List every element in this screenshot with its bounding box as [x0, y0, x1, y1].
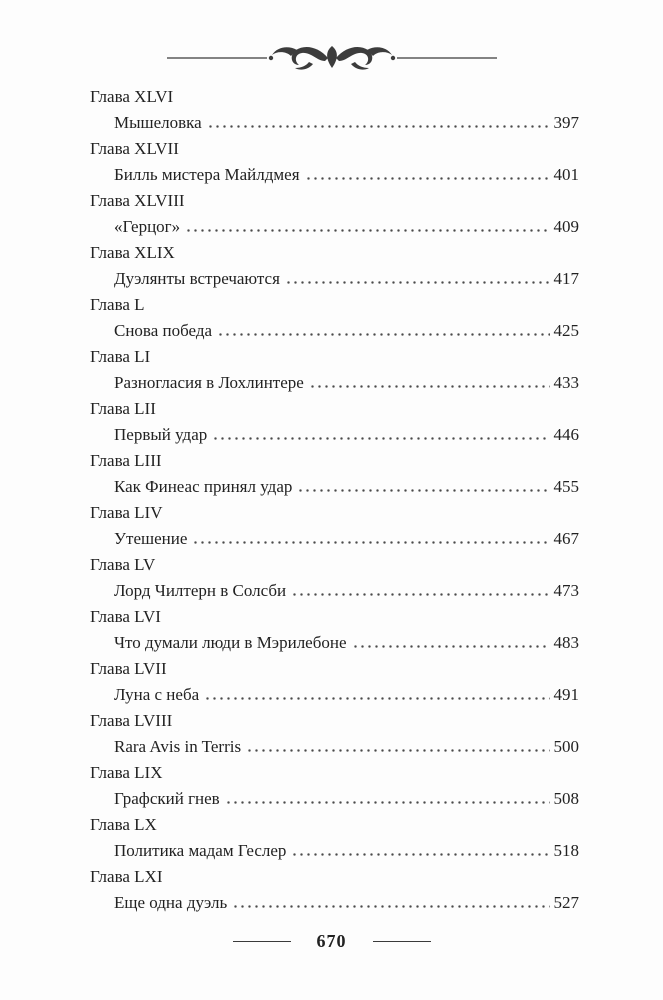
floral-flourish-icon [167, 38, 497, 78]
dot-leader [212, 437, 549, 440]
title-line [90, 318, 579, 344]
dot-leader [285, 281, 550, 284]
chapter-label: Глава XLVI [90, 87, 174, 106]
chapter-page-number: 500 [553, 737, 579, 756]
chapter-page-number: 467 [553, 529, 579, 548]
title-line [90, 370, 579, 396]
chapter-title: Мышеловка [114, 113, 202, 132]
dot-leader [192, 541, 549, 544]
header-ornament [0, 38, 663, 78]
chapter-page-number: 417 [553, 269, 579, 288]
title-line [90, 474, 579, 500]
dot-leader [217, 333, 549, 336]
chapter-label: Глава L [90, 295, 145, 314]
chapter-label: Глава LVIII [90, 711, 173, 730]
chapter-page-number: 409 [553, 217, 579, 236]
chapter-label: Глава LIX [90, 763, 163, 782]
chapter-page-number: 483 [553, 633, 579, 652]
chapter-title: «Герцог» [114, 217, 181, 236]
title-line [90, 682, 579, 708]
dot-leader [309, 385, 550, 388]
toc-entry [90, 136, 579, 188]
chapter-label: Глава LII [90, 399, 156, 418]
chapter-page-number: 446 [553, 425, 579, 444]
dot-leader [185, 229, 549, 232]
chapter-title: Луна с неба [114, 685, 200, 704]
title-line [90, 266, 579, 292]
chapter-title: Разногласия в Лохлинтере [114, 373, 304, 392]
toc-entry [90, 396, 579, 448]
chapter-page-number: 425 [553, 321, 579, 340]
toc-list [90, 84, 579, 916]
chapter-title: Первый удар [114, 425, 208, 444]
title-line [90, 162, 579, 188]
toc-entry [90, 188, 579, 240]
chapter-label: Глава LX [90, 815, 157, 834]
title-line [90, 578, 579, 604]
chapter-page-number: 518 [553, 841, 579, 860]
title-line [90, 890, 579, 916]
chapter-page-number: 455 [553, 477, 579, 496]
title-line [90, 526, 579, 552]
title-line [90, 214, 579, 240]
title-line [90, 734, 579, 760]
chapter-page-number: 397 [553, 113, 579, 132]
chapter-title: Снова победа [114, 321, 213, 340]
chapter-title: Лорд Чилтерн в Солсби [114, 581, 287, 600]
dot-leader [352, 645, 550, 648]
dot-leader [291, 853, 549, 856]
chapter-label: Глава LIII [90, 451, 162, 470]
dot-leader [204, 697, 549, 700]
toc-entry [90, 344, 579, 396]
chapter-page-number: 401 [553, 165, 579, 184]
toc-entry [90, 292, 579, 344]
chapter-title: Графский гнев [114, 789, 220, 808]
chapter-label: Глава LI [90, 347, 151, 366]
dot-leader [225, 801, 550, 804]
chapter-label: Глава XLVII [90, 139, 179, 158]
chapter-label: Глава XLIX [90, 243, 175, 262]
title-line [90, 630, 579, 656]
chapter-title: Утешение [114, 529, 188, 548]
title-line [90, 422, 579, 448]
chapter-page-number: 473 [553, 581, 579, 600]
toc-entry [90, 760, 579, 812]
chapter-title: Политика мадам Геслер [114, 841, 287, 860]
chapter-page-number: 491 [553, 685, 579, 704]
chapter-label: Глава LV [90, 555, 156, 574]
chapter-label: Глава LIV [90, 503, 163, 522]
chapter-title: Как Финеас принял удар [114, 477, 293, 496]
dot-leader [305, 177, 550, 180]
chapter-title: Дуэлянты встречаются [114, 269, 280, 288]
page-number: 670 [316, 931, 347, 951]
chapter-label: Глава XLVIII [90, 191, 185, 210]
dot-leader [246, 749, 549, 752]
dot-leader [207, 125, 550, 128]
chapter-label: Глава LVII [90, 659, 167, 678]
toc-entry [90, 84, 579, 136]
dot-leader [291, 593, 549, 596]
chapter-title: Что думали люди в Мэрилебоне [114, 633, 347, 652]
chapter-page-number: 433 [553, 373, 579, 392]
dot-leader [232, 905, 549, 908]
toc-entry [90, 500, 579, 552]
toc-entry [90, 240, 579, 292]
toc-entry [90, 604, 579, 656]
dot-leader [297, 489, 549, 492]
title-line [90, 786, 579, 812]
footer-rule-left [233, 941, 291, 942]
chapter-page-number: 508 [553, 789, 579, 808]
chapter-label: Глава LXI [90, 867, 163, 886]
chapter-page-number: 527 [553, 893, 579, 912]
footer-rule-right [373, 941, 431, 942]
page-footer [0, 931, 663, 952]
toc-entry [90, 656, 579, 708]
toc-entry [90, 864, 579, 916]
toc-entry [90, 812, 579, 864]
title-line [90, 838, 579, 864]
title-line [90, 110, 579, 136]
chapter-title: Еще одна дуэль [114, 893, 228, 912]
chapter-title: Rara Avis in Terris [114, 737, 242, 756]
chapter-title: Билль мистера Майлдмея [114, 165, 300, 184]
toc-entry [90, 708, 579, 760]
toc-entry [90, 552, 579, 604]
toc-entry [90, 448, 579, 500]
chapter-label: Глава LVI [90, 607, 161, 626]
